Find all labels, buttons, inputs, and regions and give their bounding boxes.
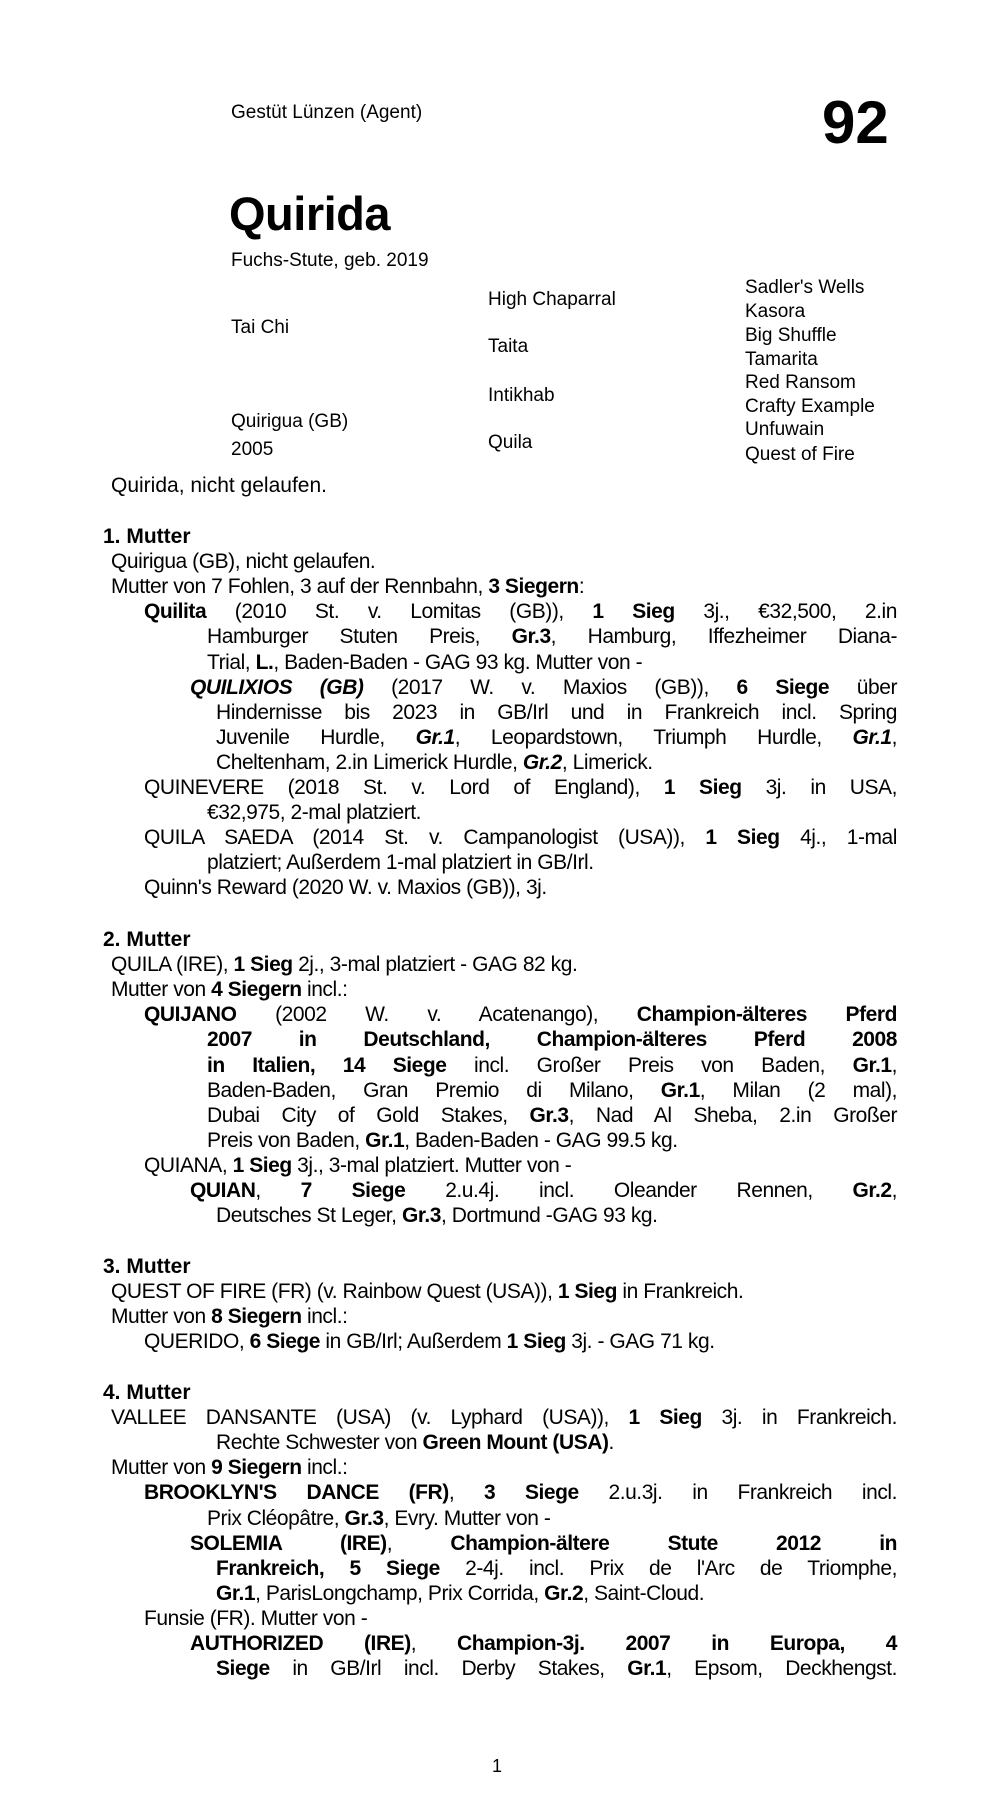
text-line bbox=[111, 952, 897, 977]
text-line bbox=[144, 775, 897, 800]
bold-text: 6 Siege bbox=[249, 1330, 321, 1354]
text-line bbox=[207, 1128, 897, 1153]
text-line bbox=[190, 1531, 897, 1556]
pedigree-gen3: Crafty Example bbox=[745, 396, 875, 417]
agent-label: Gestüt Lünzen (Agent) bbox=[231, 102, 423, 123]
text: Quirigua (GB), nicht gelaufen. bbox=[111, 550, 376, 574]
text: in GB/Irl incl. Derby Stakes, bbox=[269, 1657, 628, 1681]
bold-text: Champion-ältere Stute 2012 in bbox=[450, 1531, 897, 1555]
text-line bbox=[144, 825, 897, 850]
text-line bbox=[207, 800, 897, 825]
pedigree-gen3: Kasora bbox=[745, 301, 806, 322]
pedigree-gen3: Quest of Fire bbox=[745, 444, 855, 465]
text-line bbox=[111, 1279, 897, 1304]
lot-number: 92 bbox=[822, 89, 889, 156]
text: Rechte Schwester von bbox=[216, 1431, 423, 1455]
text-line bbox=[111, 1405, 897, 1430]
horse-description: Fuchs-Stute, geb. 2019 bbox=[231, 250, 429, 271]
text: 3j. in USA, bbox=[741, 776, 898, 799]
text: 4j., 1-mal bbox=[779, 826, 898, 850]
text: Preis von Baden, bbox=[207, 1128, 366, 1152]
text-line bbox=[190, 1178, 897, 1203]
text: , Baden-Baden - GAG 93 kg. Mutter von - bbox=[273, 650, 643, 674]
text: incl.: bbox=[301, 1456, 348, 1480]
text-line bbox=[207, 1027, 897, 1052]
text: Dubai City of Gold Stakes, bbox=[207, 1103, 530, 1127]
horse-name: Quirida bbox=[229, 187, 391, 240]
bold-text: Gr.1 bbox=[852, 725, 892, 749]
text-line bbox=[190, 675, 897, 700]
text: QUINEVERE (2018 St. v. Lord of England), bbox=[144, 776, 664, 799]
bold-text: in Italien, 14 Siege bbox=[207, 1053, 447, 1077]
bold-text: Gr.1 bbox=[852, 1053, 892, 1077]
text: Trial, bbox=[207, 650, 256, 674]
text: , bbox=[255, 1179, 301, 1202]
pedigree-sire-sire: High Chaparral bbox=[488, 289, 616, 310]
pedigree-dam: Quirigua (GB) bbox=[231, 411, 349, 432]
text-line bbox=[190, 1631, 897, 1656]
text: QUILA SAEDA (2014 St. v. Campanologist (USA)), bbox=[144, 826, 706, 850]
bold-text: Frankreich, 5 Siege bbox=[216, 1556, 440, 1580]
text: Cheltenham, 2.in Limerick Hurdle, bbox=[216, 750, 523, 774]
page-number: 1 bbox=[492, 1756, 503, 1776]
text: QUEST OF FIRE (FR) (v. Rainbow Quest (USA)), bbox=[111, 1280, 558, 1304]
section-heading: 1. Mutter bbox=[103, 525, 191, 548]
text: 3j. - GAG 71 kg. bbox=[565, 1330, 715, 1354]
text: , Nad Al Sheba, 2.in Großer bbox=[568, 1103, 897, 1127]
text: (2017 W. v. Maxios (GB)), bbox=[363, 675, 737, 699]
text-line bbox=[207, 624, 897, 649]
text-line bbox=[216, 1203, 897, 1228]
bold-text: Gr.3 bbox=[344, 1506, 384, 1530]
bold-text: QUIJANO bbox=[144, 1003, 237, 1027]
text: , Limerick. bbox=[561, 750, 653, 774]
text: , Hamburg, Iffezheimer Diana- bbox=[550, 625, 897, 649]
text: , bbox=[891, 1179, 897, 1202]
bold-text: Green Mount (USA) bbox=[422, 1431, 609, 1455]
text: Baden-Baden, Gran Premio di Milano, bbox=[207, 1078, 661, 1102]
text: , Epsom, Deckhengst. bbox=[666, 1657, 897, 1681]
text: QUILA (IRE), bbox=[111, 953, 234, 977]
bold-text: 6 Siege bbox=[736, 675, 830, 699]
bold-text: Gr.1 bbox=[415, 725, 455, 749]
text-line bbox=[144, 599, 897, 624]
pedigree-sire: Tai Chi bbox=[231, 317, 290, 338]
text: incl.: bbox=[301, 1305, 348, 1329]
text-line bbox=[111, 1304, 897, 1329]
bold-text: Gr.3 bbox=[529, 1103, 569, 1127]
racing-record: Quirida, nicht gelaufen. bbox=[111, 474, 327, 497]
bold-text: 7 Siege bbox=[300, 1179, 406, 1202]
text-line bbox=[144, 1606, 897, 1631]
bold-text: Quilita bbox=[144, 600, 207, 624]
pedigree-sire-dam: Taita bbox=[488, 336, 529, 357]
text: Mutter von 7 Fohlen, 3 auf der Rennbahn, bbox=[111, 575, 489, 599]
text: über bbox=[829, 675, 897, 699]
text: Mutter von bbox=[111, 1456, 212, 1480]
text: Hamburger Stuten Preis, bbox=[207, 625, 512, 649]
bold-text: Gr.2 bbox=[544, 1581, 584, 1605]
text: Mutter von bbox=[111, 978, 212, 1002]
text-line bbox=[216, 725, 897, 750]
text: , Leopardstown, Triumph Hurdle, bbox=[454, 725, 853, 749]
bold-text: 1 Sieg bbox=[506, 1330, 566, 1354]
bold-text: Gr.2 bbox=[522, 750, 562, 774]
text-line bbox=[111, 549, 897, 574]
bold-text: 1 Sieg bbox=[592, 600, 675, 624]
text-line bbox=[216, 1656, 897, 1681]
text: Hindernisse bis 2023 in GB/Irl und in Frankreich incl. Spring bbox=[216, 700, 897, 724]
text-line bbox=[144, 1480, 897, 1505]
bold-text: BROOKLYN'S DANCE (FR) bbox=[144, 1481, 449, 1505]
text-line bbox=[111, 574, 897, 599]
text: incl. Großer Preis von Baden, bbox=[446, 1053, 853, 1077]
text-line bbox=[216, 1581, 897, 1606]
pedigree-gen3: Big Shuffle bbox=[745, 325, 837, 346]
bold-text: 2007 in Deutschland, Champion-älteres Pferd 2008 bbox=[207, 1028, 897, 1052]
bold-text: 1 Sieg bbox=[663, 776, 742, 799]
pedigree-dam-dam: Quila bbox=[488, 432, 533, 453]
text: VALLEE DANSANTE (USA) (v. Lyphard (USA)), bbox=[111, 1406, 629, 1430]
text-line bbox=[111, 1455, 897, 1480]
text: , bbox=[448, 1481, 484, 1505]
bold-text: Champion-älteres Pferd bbox=[636, 1003, 897, 1027]
text-line bbox=[207, 1103, 897, 1128]
bold-text: 3 Siegern bbox=[488, 575, 579, 599]
pedigree-gen3: Red Ransom bbox=[745, 372, 856, 393]
text: 2.u.3j. in Frankreich incl. bbox=[578, 1481, 897, 1505]
text: Juvenile Hurdle, bbox=[216, 725, 416, 749]
bold-text: 8 Siegern bbox=[211, 1305, 302, 1329]
section-heading: 4. Mutter bbox=[103, 1381, 191, 1404]
text: , Dortmund -GAG 93 kg. bbox=[441, 1204, 658, 1228]
text-line bbox=[144, 875, 897, 900]
text: , ParisLongchamp, Prix Corrida, bbox=[255, 1581, 545, 1605]
text: 2j., 3-mal platziert - GAG 82 kg. bbox=[292, 953, 578, 977]
text: . bbox=[608, 1431, 614, 1455]
text: , bbox=[891, 725, 897, 749]
bold-text: 3 Siege bbox=[483, 1481, 579, 1505]
text: (2010 St. v. Lomitas (GB)), bbox=[206, 600, 593, 624]
text: platziert; Außerdem 1-mal platziert in GB/Irl. bbox=[207, 851, 594, 875]
text: 2-4j. incl. Prix de l'Arc de Triomphe, bbox=[439, 1556, 897, 1580]
bold-text: 1 Sieg bbox=[233, 953, 293, 977]
bold-text: Gr.2 bbox=[852, 1179, 892, 1202]
text-line bbox=[144, 1002, 897, 1027]
bold-text: QUILIXIOS (GB) bbox=[190, 675, 364, 699]
bold-text: Gr.1 bbox=[216, 1581, 256, 1605]
text-line bbox=[111, 977, 897, 1002]
bold-text: Gr.3 bbox=[511, 625, 551, 649]
text: in Frankreich. bbox=[617, 1280, 744, 1304]
text: Deutsches St Leger, bbox=[216, 1204, 402, 1228]
text: incl.: bbox=[301, 978, 348, 1002]
bold-text: 9 Siegern bbox=[211, 1456, 302, 1480]
text-line bbox=[207, 1053, 897, 1078]
text: , Saint-Cloud. bbox=[583, 1581, 705, 1605]
bold-text: Gr.3 bbox=[401, 1204, 442, 1228]
bold-text: Champion-3j. 2007 in Europa, 4 bbox=[457, 1632, 897, 1655]
text-line bbox=[216, 700, 897, 725]
text: , bbox=[410, 1632, 458, 1655]
bold-text: 1 Sieg bbox=[705, 826, 780, 850]
text: , Milan (2 mal), bbox=[699, 1078, 897, 1102]
pedigree-gen3: Unfuwain bbox=[745, 419, 825, 440]
text: 3j. in Frankreich. bbox=[701, 1406, 897, 1430]
bold-text: QUIAN bbox=[190, 1179, 256, 1202]
section-heading: 2. Mutter bbox=[103, 928, 191, 951]
bold-text: L. bbox=[255, 650, 274, 674]
bold-text: 1 Sieg bbox=[232, 1153, 292, 1177]
text-line bbox=[144, 1329, 897, 1354]
text: Funsie (FR). Mutter von - bbox=[144, 1606, 368, 1630]
text: , bbox=[891, 1053, 898, 1077]
bold-text: 4 Siegern bbox=[211, 978, 302, 1002]
text: (2002 W. v. Acatenango), bbox=[236, 1003, 637, 1027]
text-line bbox=[216, 750, 897, 775]
text-line bbox=[207, 850, 897, 875]
section-heading: 3. Mutter bbox=[103, 1255, 191, 1278]
text: Mutter von bbox=[111, 1305, 212, 1329]
text: , bbox=[386, 1531, 451, 1555]
text: : bbox=[578, 575, 585, 599]
bold-text: AUTHORIZED (IRE) bbox=[190, 1632, 411, 1655]
bold-text: Gr.1 bbox=[365, 1128, 405, 1152]
text-line bbox=[144, 1153, 897, 1178]
text: 2.u.4j. incl. Oleander Rennen, bbox=[405, 1179, 853, 1202]
bold-text: Siege bbox=[216, 1657, 270, 1681]
text-line bbox=[207, 650, 897, 675]
pedigree-gen3: Tamarita bbox=[745, 349, 818, 370]
bold-text: SOLEMIA (IRE) bbox=[190, 1531, 387, 1555]
text-line bbox=[207, 1506, 897, 1531]
text: in GB/Irl; Außerdem bbox=[320, 1330, 507, 1354]
text: 3j., 3-mal platziert. Mutter von - bbox=[291, 1153, 572, 1177]
bold-text: Gr.1 bbox=[660, 1078, 700, 1102]
text: Quinn's Reward (2020 W. v. Maxios (GB)), 3j. bbox=[144, 876, 547, 900]
text-line bbox=[216, 1430, 897, 1455]
text: , Baden-Baden - GAG 99.5 kg. bbox=[404, 1128, 678, 1152]
text: €32,975, 2-mal platziert. bbox=[207, 801, 422, 825]
text: QUERIDO, bbox=[144, 1330, 250, 1354]
pedigree-gen3: Sadler's Wells bbox=[745, 277, 865, 298]
text: , Evry. Mutter von - bbox=[383, 1506, 551, 1530]
text-line bbox=[207, 1078, 897, 1103]
bold-text: 1 Sieg bbox=[557, 1280, 618, 1304]
pedigree-dam-year: 2005 bbox=[231, 439, 274, 460]
text: Prix Cléopâtre, bbox=[207, 1506, 345, 1530]
bold-text: Gr.1 bbox=[627, 1657, 667, 1681]
text-line bbox=[216, 1556, 897, 1581]
text: QUIANA, bbox=[144, 1153, 233, 1177]
bold-text: 1 Sieg bbox=[628, 1406, 702, 1430]
text: 3j., €32,500, 2.in bbox=[674, 600, 897, 624]
pedigree-dam-sire: Intikhab bbox=[488, 385, 555, 406]
